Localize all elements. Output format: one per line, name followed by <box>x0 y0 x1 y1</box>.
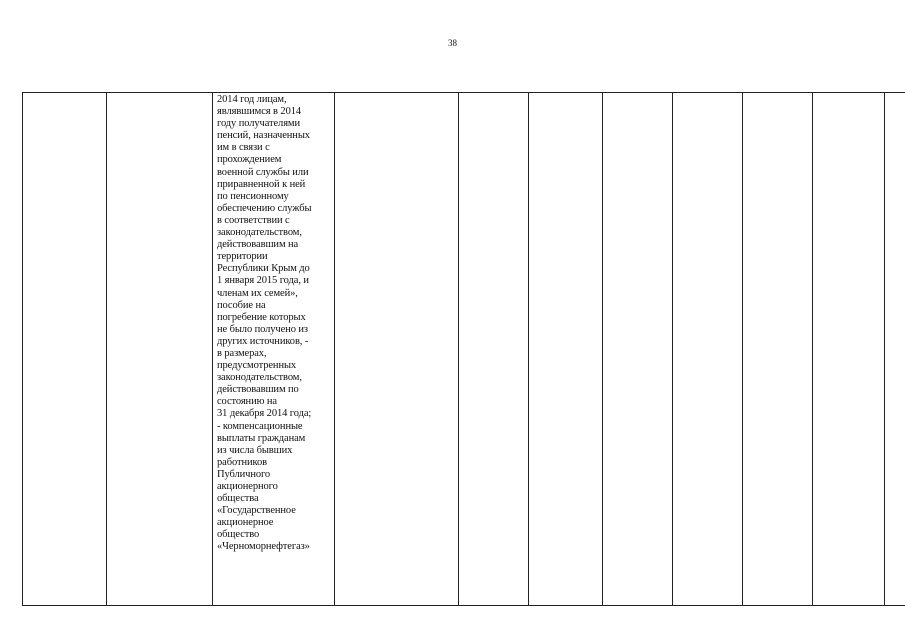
table-cell-11 <box>885 93 905 606</box>
table-cell-10 <box>813 93 885 606</box>
table-cell-6 <box>529 93 603 606</box>
table-cell-1 <box>23 93 107 606</box>
table-cell-3 <box>213 93 335 606</box>
table-cell-5 <box>459 93 529 606</box>
table-cell-4 <box>335 93 459 606</box>
table-cell-8 <box>673 93 743 606</box>
table-cell-9 <box>743 93 813 606</box>
table-cell-2 <box>107 93 213 606</box>
table-cell-7 <box>603 93 673 606</box>
cell-description-text: 2014 год лицам, являвшимся в 2014 году получателями пенсий, назначенных им в связи с прохождением военной службы или приравненной к ней по пенсионному обеспечению службы в соответствии с законодательством, действовавшим на территории Республики Крым до 1 января 2015 года, и членам их семей», пособие на погребение которых не было получено из других источников, - в размерах, предусмотренных законодательством, действовавшим по состоянию на 31 декабря 2014 года; - компенсационные выплаты гражданам из числа бывших работников Публичного акционерного общества «Государственное акционерное общество «Черноморнефтегаз» <box>217 94 312 553</box>
document-table <box>22 92 905 606</box>
page-number: 38 <box>448 38 457 48</box>
table-row <box>23 93 905 606</box>
